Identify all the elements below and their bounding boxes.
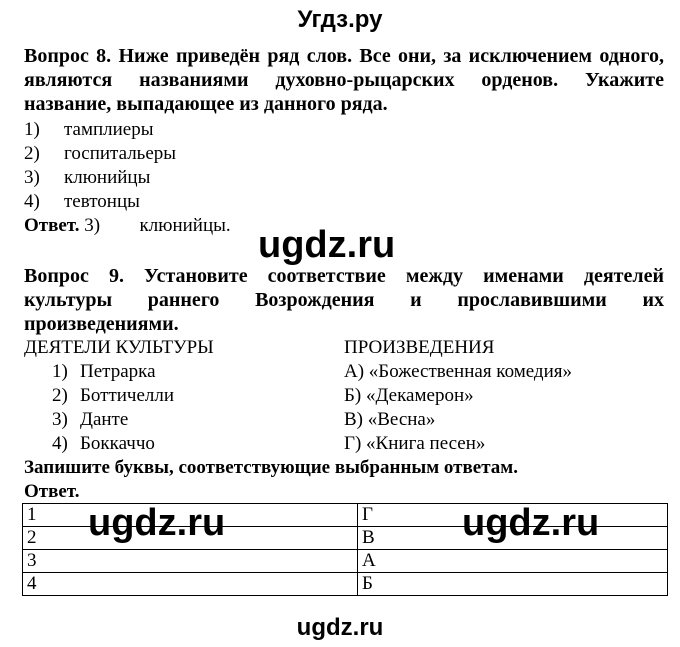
q8-option-1 (24, 118, 154, 142)
person-name: Петрарка (80, 361, 156, 382)
person-name: Боттичелли (80, 385, 175, 406)
answer-text: клюнийцы. (139, 215, 231, 236)
person-item-4 (52, 432, 155, 456)
site-watermark-top: Угдз.ру (297, 6, 383, 33)
answer-label: Ответ. (24, 215, 80, 236)
work-item-v: В) «Весна» (344, 409, 436, 430)
person-number: 3) (52, 409, 68, 430)
option-number: 4) (24, 191, 40, 212)
person-name: Боккаччо (80, 433, 155, 454)
question-8-text: Вопрос 8. Ниже приведён ряд слов. Все они, за исключением одного, являются названиями духовно-рыцарских орденов. Укажите название, выпадающее из данного ряда. (24, 45, 664, 115)
table-row (23, 573, 668, 596)
column-header-works: ПРОИЗВЕДЕНИЯ (344, 337, 495, 358)
site-watermark-middle: ugdz.ru (254, 224, 399, 267)
option-number: 1) (24, 119, 40, 140)
table-row (23, 550, 668, 573)
site-watermark-table-right: ugdz.ru (462, 502, 600, 544)
q8-option-2 (24, 142, 176, 166)
site-watermark-bottom: ugdz.ru (296, 614, 384, 641)
option-number: 2) (24, 143, 40, 164)
q8-option-4 (24, 190, 140, 214)
site-watermark-table-left: ugdz.ru (88, 502, 226, 544)
person-item-2 (52, 384, 174, 408)
table-cell-letter: В (358, 527, 668, 550)
question-9-text: Вопрос 9. Установите соответствие между именами деятелей культуры раннего Возрождения и прославившими их произведениями. (24, 265, 664, 335)
work-item-a: А) «Божественная комедия» (344, 361, 572, 382)
answer-number: 3) (84, 215, 101, 236)
person-item-3 (52, 408, 128, 432)
person-name: Данте (80, 409, 129, 430)
table-cell-letter: Г (358, 504, 668, 527)
option-text: клюнийцы (64, 167, 151, 188)
option-text: тамплиеры (64, 119, 154, 140)
option-text: госпитальеры (64, 143, 177, 164)
option-text: тевтонцы (64, 191, 140, 212)
work-item-g: Г) «Книга песен» (344, 433, 486, 454)
person-number: 4) (52, 433, 68, 454)
table-cell-number: 3 (23, 550, 358, 573)
q9-instruction: Запишите буквы, соответствующие выбранным ответам. (24, 457, 518, 478)
person-number: 2) (52, 385, 68, 406)
person-item-1 (52, 360, 156, 384)
work-item-b: Б) «Декамерон» (344, 385, 474, 406)
table-cell-number: 1 (23, 504, 358, 527)
q9-answer-label: Ответ. (24, 481, 80, 502)
table-cell-number: 2 (23, 527, 358, 550)
table-cell-letter: Б (358, 573, 668, 596)
q8-answer (24, 214, 231, 238)
table-cell-letter: А (358, 550, 668, 573)
option-number: 3) (24, 167, 40, 188)
table-cell-number: 4 (23, 573, 358, 596)
column-header-people: ДЕЯТЕЛИ КУЛЬТУРЫ (24, 337, 214, 358)
person-number: 1) (52, 361, 68, 382)
q8-option-3 (24, 166, 150, 190)
